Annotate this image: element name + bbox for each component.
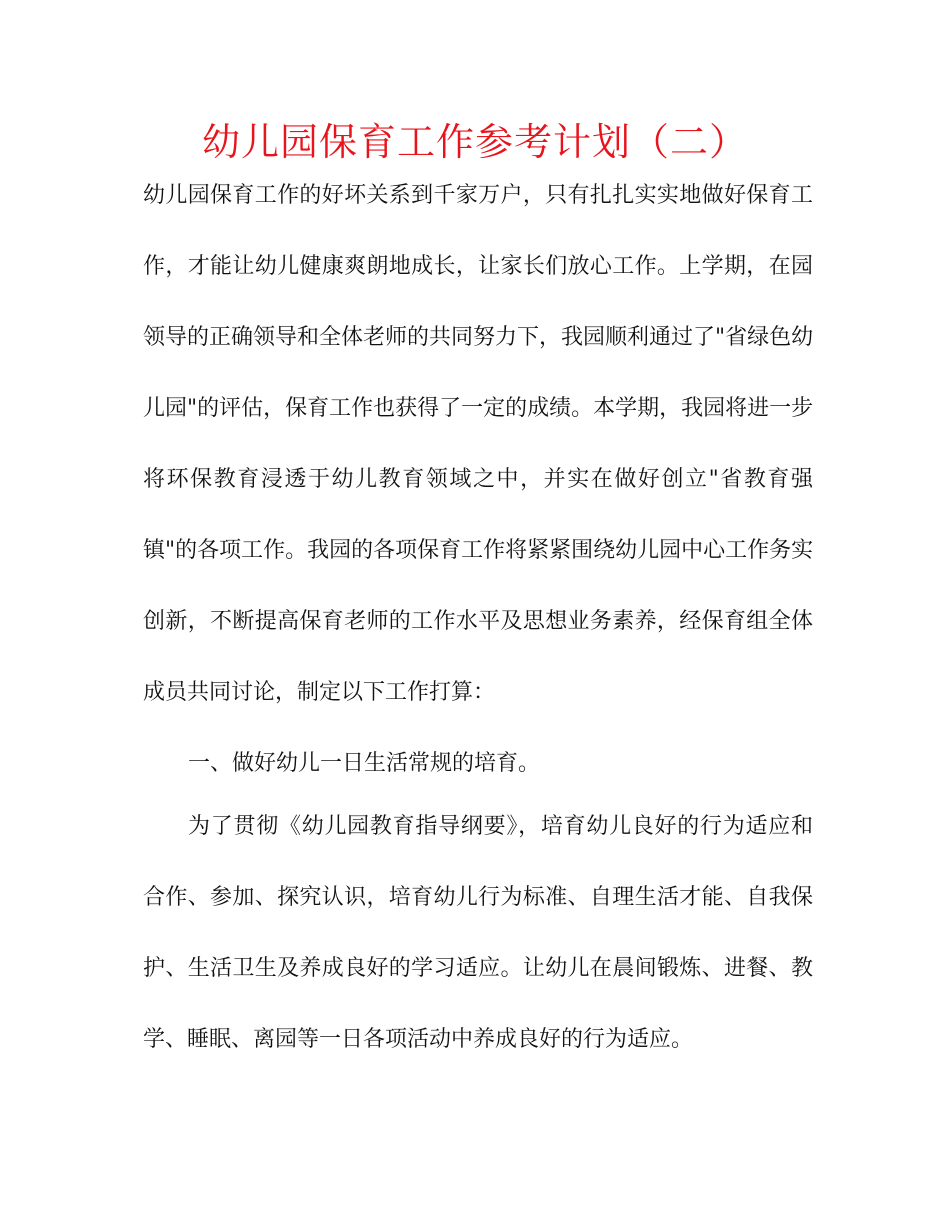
paragraph-1-line-6: 镇"的各项工作。我园的各项保育工作将紧紧围绕幼儿园中心工作务实 [143,538,814,563]
paragraph-2-line-2: 合作、参加、探究认识，培育幼儿行为标准、自理生活才能、自我保 [143,885,813,910]
paragraph-1-line-1: 幼儿园保育工作的好坏关系到千家万户，只有扎扎实实地做好保育工 [143,183,813,208]
paragraph-1-line-8: 成员共同讨论，制定以下工作打算： [143,680,496,705]
paragraph-2-line-3: 护、生活卫生及养成良好的学习适应。让幼儿在晨间锻炼、进餐、教 [143,956,813,981]
section-heading-1: 一、做好幼儿一日生活常规的培育。 [188,751,541,776]
paragraph-1-line-2: 作，才能让幼儿健康爽朗地成长，让家长们放心工作。上学期，在园 [143,254,813,279]
document-title: 幼儿园保育工作参考计划（二） [201,120,748,164]
paragraph-1-line-3: 领导的正确领导和全体老师的共同努力下，我园顺利通过了"省绿色幼 [143,325,814,350]
paragraph-2-line-1: 为了贯彻《幼儿园教育指导纲要》，培育幼儿良好的行为适应和 [188,814,813,839]
paragraph-1-line-4: 儿园"的评估，保育工作也获得了一定的成绩。本学期，我园将进一步 [143,396,814,421]
paragraph-1-line-5: 将环保教育浸透于幼儿教育领域之中，并实在做好创立"省教育强 [143,467,813,492]
paragraph-1-line-7: 创新，不断提高保育老师的工作水平及思想业务素养，经保育组全体 [143,609,813,634]
paragraph-2-line-4: 学、睡眠、离园等一日各项活动中养成良好的行为适应。 [143,1027,694,1052]
